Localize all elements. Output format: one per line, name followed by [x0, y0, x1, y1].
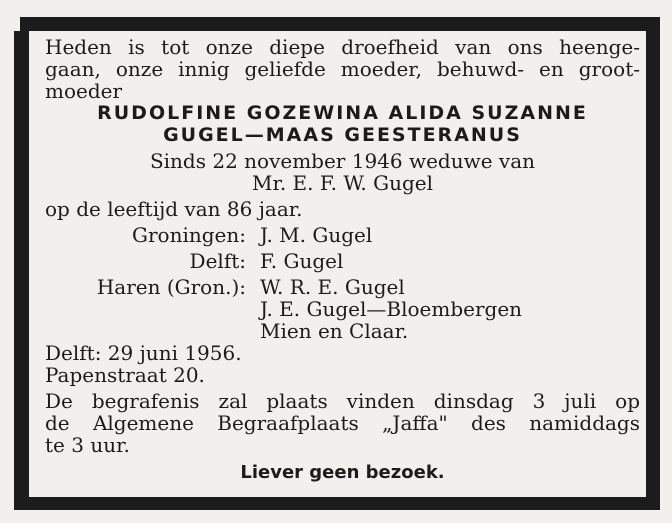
intro-line-1: Heden is tot onze diepe droefheid van ons heenge- — [45, 35, 640, 59]
closing-note: Liever geen bezoek. — [240, 462, 445, 483]
deceased-name-line-1: RUDOLFINE GOZEWINA ALIDA SUZANNE — [97, 102, 588, 124]
border-right — [646, 31, 660, 497]
address-line: Papenstraat 20. — [45, 363, 205, 387]
relative-name: J. M. Gugel — [260, 223, 373, 247]
intro-line-2: gaan, onze innig geliefde moeder, behuwd- en groot- — [45, 57, 640, 81]
funeral-line-1: De begrafenis zal plaats vinden dinsdag 3 juli op — [45, 389, 640, 413]
relative-location: Delft: — [189, 249, 246, 273]
relative-location — [45, 298, 260, 320]
relative-location: Groningen: — [132, 223, 246, 247]
relative-location — [45, 320, 260, 342]
intro-line-3: moeder — [45, 79, 123, 103]
relative-name: Mien en Claar. — [260, 319, 409, 343]
relative-row — [45, 250, 640, 272]
widow-line-2: Mr. E. F. W. Gugel — [251, 171, 433, 195]
widow-line-1: Sinds 22 november 1946 weduwe van — [149, 149, 536, 173]
border-top — [20, 17, 660, 31]
relative-row — [45, 298, 640, 320]
deceased-name-line-2: GUGEL—MAAS GEESTERANUS — [163, 124, 522, 146]
border-bottom — [14, 497, 660, 510]
funeral-line-3: te 3 uur. — [45, 433, 130, 457]
funeral-line-2: de Algemene Begraafplaats „Jaffa" des namiddags — [45, 411, 640, 435]
relative-row — [45, 320, 640, 342]
relative-location: Haren (Gron.): — [96, 275, 246, 299]
relative-name: W. R. E. Gugel — [260, 275, 405, 299]
relative-name: J. E. Gugel—Bloembergen — [260, 297, 523, 321]
relative-row — [45, 224, 640, 246]
relative-row — [45, 276, 640, 298]
date-line: Delft: 29 juni 1956. — [45, 341, 242, 365]
border-left — [14, 31, 29, 497]
notice-body — [45, 36, 640, 484]
relative-name: F. Gugel — [260, 249, 344, 273]
age-line: op de leeftijd van 86 jaar. — [45, 197, 303, 221]
